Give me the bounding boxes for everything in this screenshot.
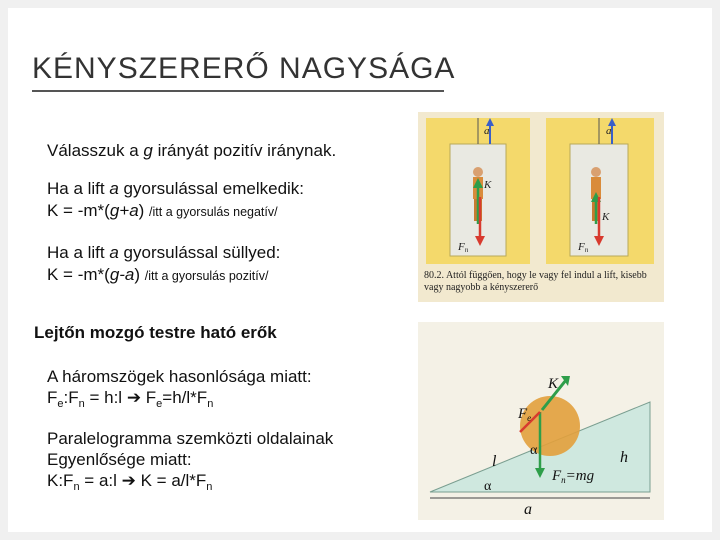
slide-title: KÉNYSZERERŐ NAGYSÁGA: [32, 52, 456, 85]
body-on-incline: [520, 396, 580, 456]
text-line-7: $F_e:F_n$ = h:l ➔ $F_e=h/l*F_n$: [47, 388, 214, 410]
section-heading: Lejtőn mozgó testre ható erők: [34, 323, 277, 342]
label-a: a: [524, 501, 532, 518]
label-a-right: a: [606, 125, 612, 137]
text-line-10: $K:F_n$ = a:l ➔ $K = a/l*F_n$: [47, 471, 213, 493]
label-Fn-left: Fn: [458, 241, 469, 254]
label-a-left: a: [484, 125, 490, 137]
text-line-2: Ha a lift a gyorsulással emelkedik:: [47, 179, 305, 198]
text-line-6: A háromszögek hasonlósága miatt:: [47, 367, 312, 386]
person-right: [591, 167, 601, 177]
label-alpha-base: α: [484, 479, 492, 494]
text-line-9: Egyenlősége miatt:: [47, 450, 192, 469]
arrow-icon: ➔: [126, 388, 142, 407]
slide-frame-top: [0, 0, 720, 8]
arrow-icon: ➔: [121, 471, 136, 490]
person-left: [473, 167, 483, 177]
text-line-3: K = -m*(g+a) /itt a gyorsulás negatív/: [47, 201, 278, 220]
text-line-1: Válasszuk a g irányát pozitív iránynak.: [47, 141, 337, 160]
figure-caption: 80.2. Attól függően, hogy le vagy fel indul a lift, kisebb vagy nagyobb a kényszererő: [424, 270, 647, 293]
label-K: K: [548, 376, 559, 392]
text-line-5: K = -m*(g-a) /itt a gyorsulás pozitív/: [47, 265, 269, 284]
text-line-8: Paralelogramma szemközti oldalainak: [47, 429, 334, 448]
slide-frame-left: [0, 0, 8, 540]
label-h: h: [620, 449, 628, 466]
label-Fn-right: Fn: [578, 241, 589, 254]
label-Fe: $F_e$: [518, 406, 532, 423]
text-line-4: Ha a lift a gyorsulással süllyed:: [47, 243, 281, 262]
label-alpha-top: α: [530, 443, 538, 458]
elevator-illustration: [418, 112, 664, 268]
label-K-right: K: [602, 211, 610, 223]
slide-frame-bottom: [0, 532, 720, 540]
label-l: l: [492, 453, 497, 470]
incline-figure: [418, 322, 664, 520]
label-K-left: K: [484, 179, 492, 191]
incline-illustration: [418, 322, 664, 520]
slide-frame-right: [712, 0, 720, 540]
title-underline: [32, 90, 444, 92]
label-Fn-mg: $F_n=mg$: [552, 468, 595, 485]
